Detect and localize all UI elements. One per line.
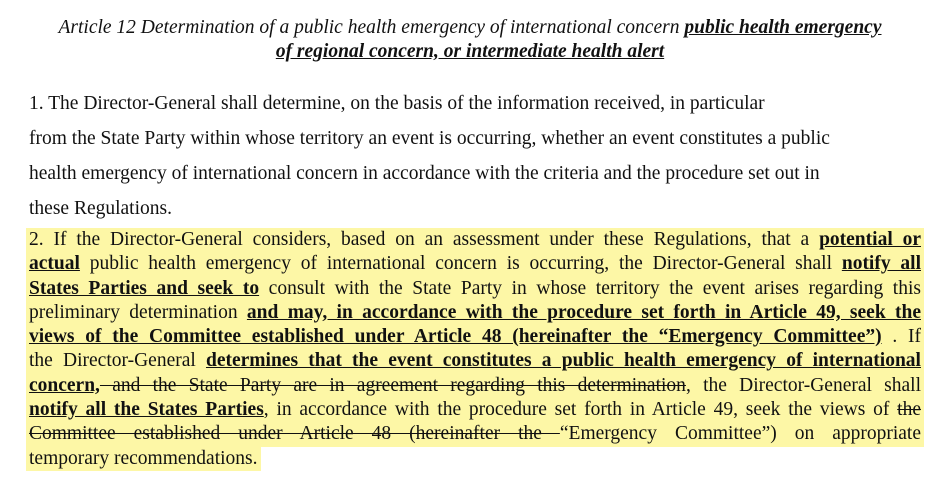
inserted-text: States Parties and seek to <box>29 277 260 299</box>
paragraph-2-line <box>26 301 924 325</box>
paragraph-2-line <box>26 277 924 301</box>
title-text: Article 12 Determination of a public health emergency of international concern <box>58 17 685 38</box>
paragraph-2-line <box>26 325 924 349</box>
inserted-text: and may, in accordance with the procedure set forth in Article 49, seek the <box>246 301 921 323</box>
paragraph-1-line: 1. The Director-General shall determine, on the basis of the information received, in particular <box>29 93 765 114</box>
paragraph-2-line <box>26 374 924 398</box>
text-run: consult with the State Party in whose territory the event arises regarding this <box>259 277 921 299</box>
paragraph-2-highlighted <box>26 228 924 471</box>
text-run: preliminary determination <box>29 301 247 323</box>
text-run: “Emergency Committee”) on appropriate <box>559 423 921 445</box>
text-run: , in accordance with the procedure set forth in Article 49, seek the views of <box>263 399 898 421</box>
paragraph-1 <box>29 86 909 226</box>
paragraph-1-line: these Regulations. <box>29 198 172 219</box>
inserted-text: determines that the event constitutes a public health emergency of international <box>205 350 921 372</box>
paragraph-2-line <box>26 252 924 276</box>
text-run: , the Director-General shall <box>685 374 921 396</box>
paragraph-2-line <box>26 349 924 373</box>
paragraph-1-line: health emergency of international concern in accordance with the criteria and the procedure set out in <box>29 163 820 184</box>
inserted-text: notify all the States Parties <box>29 399 264 421</box>
title-inserted-text-2: of regional concern, or intermediate health alert <box>275 41 665 62</box>
inserted-text: concern, <box>29 374 100 396</box>
deleted-text: and the State Party are in agreement regarding this determination <box>99 374 686 396</box>
article-title <box>20 16 920 64</box>
paragraph-2-line <box>26 228 924 252</box>
inserted-text: views of the Committee established under Article 48 (hereinafter the “Emergency Committee”) <box>29 326 882 348</box>
title-inserted-text: public health emergency <box>684 17 882 38</box>
deleted-text: the <box>897 399 921 421</box>
inserted-text: notify all <box>841 253 921 275</box>
text-run: 2. If the Director-General considers, based on an assessment under these Regulations, that a <box>29 229 820 250</box>
text-run: the Director-General <box>29 350 206 372</box>
paragraph-2-line: temporary recommendations. <box>26 447 261 471</box>
inserted-text: actual <box>29 253 80 275</box>
inserted-text: potential or <box>819 229 921 250</box>
text-run: public health emergency of international concern is occurring, the Director-General shall <box>79 253 842 275</box>
paragraph-1-line: from the State Party within whose territory an event is occurring, whether an event constitutes a public <box>29 128 830 149</box>
paragraph-2-line <box>26 398 924 422</box>
deleted-text: Committee established under Article 48 (hereinafter the <box>29 423 560 445</box>
text-run: . If <box>881 326 921 348</box>
paragraph-2-line <box>26 422 924 446</box>
